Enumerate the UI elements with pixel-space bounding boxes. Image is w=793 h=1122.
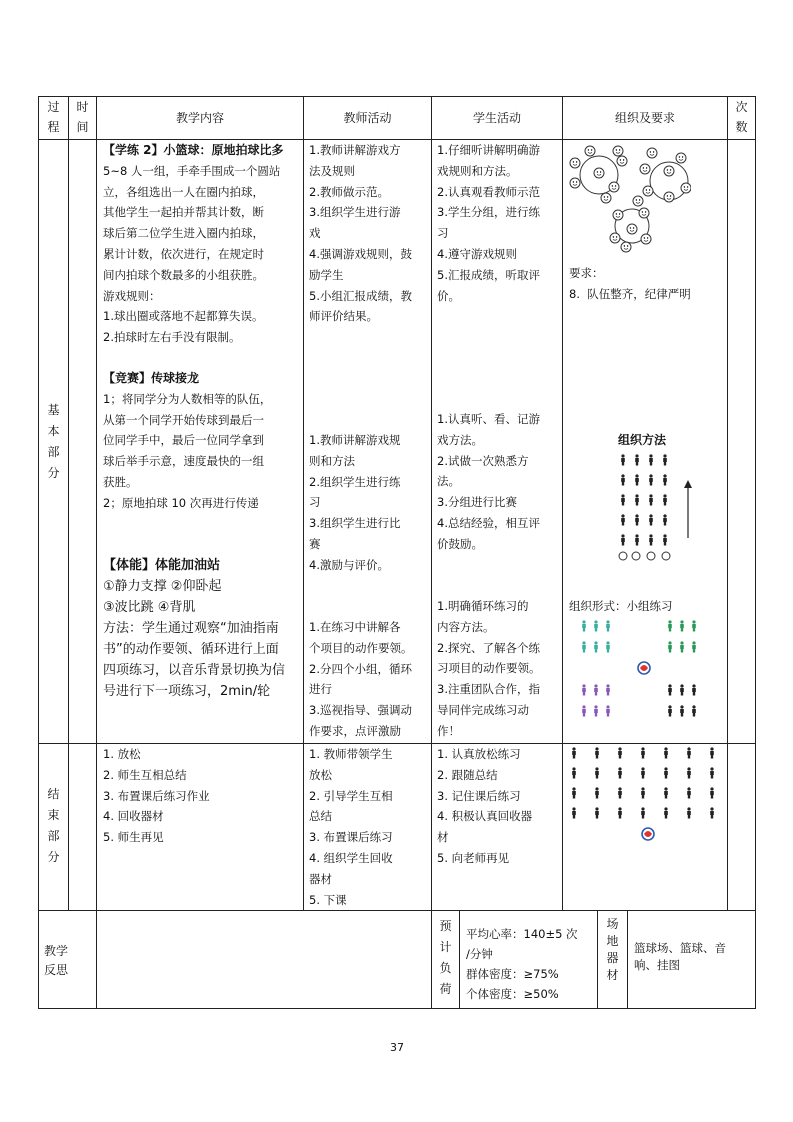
person-icon — [649, 514, 653, 525]
person-icon — [635, 454, 639, 465]
person-icon — [595, 767, 599, 778]
ending-teacher-line: 5. 下课 — [309, 892, 347, 907]
teacher-b-line: 1.教师讲解游戏规 — [309, 433, 401, 447]
student-c-line: 导同伴完成练习动 — [437, 702, 529, 717]
person-icon — [641, 807, 645, 818]
content-game-line: 游戏规则： — [103, 288, 161, 303]
smiley-face-icon — [639, 208, 649, 218]
content-fitness-line: 书”的动作要领、循环进行上面 — [103, 642, 279, 657]
arrow-up-icon — [684, 480, 692, 538]
student-b-line: 戏方法。 — [437, 432, 483, 447]
grid-line — [727, 96, 728, 910]
grid-line — [96, 96, 97, 1009]
person-icon — [687, 787, 691, 798]
teacher-a-line: 3.组织学生进行游 — [309, 205, 401, 220]
smiley-face-icon — [640, 164, 650, 174]
content-competition-block — [103, 368, 271, 514]
person-icon — [692, 620, 696, 631]
grid-line — [68, 96, 69, 910]
student-b-line: 1.认真听、看、记游 — [437, 412, 540, 426]
content-game-line: 5~8 人一组，手牵手围成一个圆站 — [103, 163, 281, 178]
venue-line: 篮球场、篮球、音 — [634, 941, 726, 955]
teacher-c-line: 个项目的动作要领。 — [309, 640, 413, 655]
content-game-line: 累计计数，依次进行，在规定时 — [103, 246, 264, 261]
ending-student-line: 1. 认真放松练习 — [437, 747, 521, 761]
basic-process-text: 基本部分 — [47, 403, 60, 480]
person-icon — [594, 620, 598, 631]
header-content: 教学内容 — [175, 111, 224, 125]
load-line: 平均心率：140±5 次 — [466, 927, 578, 941]
teacher-b-line: 4.激励与评价。 — [309, 557, 389, 572]
ending-teacher-line: 2. 引导学生互相 — [309, 788, 393, 803]
person-icon — [618, 787, 622, 798]
person-icon — [635, 494, 639, 505]
ending-student-line: 5. 向老师再见 — [437, 850, 510, 865]
person-icon — [618, 747, 622, 758]
teacher-a-line: 戏 — [309, 226, 321, 241]
person-icon — [668, 620, 672, 631]
teacher-a-line: 2.教师做示范。 — [309, 184, 389, 199]
content-competition-line: 【竞赛】传球接龙 — [103, 371, 200, 385]
person-icon — [663, 534, 667, 545]
header-times — [728, 97, 755, 137]
header-process — [39, 97, 68, 137]
student-a-line: 2.认真观看教师示范 — [437, 184, 540, 199]
circle-formation-diagram — [566, 143, 691, 258]
teacher-icon — [642, 828, 654, 840]
load-line: /分钟 — [466, 947, 493, 961]
requirement-label: 要求： — [569, 266, 604, 280]
smiley-face-icon — [633, 196, 643, 206]
content-game-line: 【学练 2】小篮球：原地拍球比多 — [103, 143, 284, 157]
person-icon — [649, 454, 653, 465]
person-icon — [606, 705, 610, 716]
content-fitness-line: 【体能】体能加油站 — [103, 558, 221, 573]
person-icon — [641, 787, 645, 798]
person-icon — [606, 620, 610, 631]
teacher-c-line: 3.巡视指导、强调动 — [309, 703, 412, 718]
smiley-face-icon — [570, 178, 580, 188]
content-competition-line: 从第一个同学开始传球到最后一 — [103, 412, 264, 427]
teacher-icon — [638, 662, 650, 674]
load-label — [432, 916, 459, 1000]
person-icon — [664, 747, 668, 758]
person-icon — [578, 618, 718, 718]
student-a-line: 4.遵守游戏规则 — [437, 246, 517, 261]
ending-student-line: 3. 记住课后练习 — [437, 788, 521, 803]
load-line: 个体密度：≥50% — [466, 987, 559, 1001]
teacher-c-line: 1.在练习中讲解各 — [309, 620, 401, 634]
teacher-c-line: 作要求，点评激励 — [309, 723, 401, 738]
student-b-line: 法。 — [437, 474, 460, 489]
person-icon — [680, 684, 684, 695]
ending-student-activity — [437, 744, 532, 869]
person-icon — [572, 747, 576, 758]
teacher-b-line: 3.组织学生进行比 — [309, 516, 401, 531]
venue-label-text: 场地器材 — [606, 917, 619, 982]
venue-equipment — [634, 940, 726, 974]
person-icon — [595, 807, 599, 818]
station-formation-diagram — [578, 618, 718, 718]
person-icon — [663, 474, 667, 485]
ending-process-text: 结束部分 — [47, 787, 60, 864]
person-icon — [664, 767, 668, 778]
smiley-face-icon — [627, 224, 637, 234]
teacher-b-line: 赛 — [309, 536, 321, 551]
grid-line — [562, 96, 563, 910]
smiley-face-icon — [681, 183, 691, 193]
student-a-line: 价。 — [437, 288, 460, 303]
content-competition-line: 球后举手示意，速度最快的一组 — [103, 454, 264, 469]
student-a-line: 习 — [437, 226, 449, 241]
requirement-text: 8. 队伍整齐，纪律严明 — [569, 287, 691, 301]
ending-teacher-line: 3. 布置课后练习 — [309, 830, 393, 845]
content-fitness-block — [103, 555, 285, 702]
person-icon — [621, 454, 625, 465]
person-icon — [668, 705, 672, 716]
person-icon — [663, 494, 667, 505]
person-icon — [664, 787, 668, 798]
ending-teacher-line: 4. 组织学生回收 — [309, 850, 393, 865]
person-icon — [692, 705, 696, 716]
grid-line — [627, 910, 628, 1009]
ending-content-line: 1. 放松 — [103, 747, 141, 761]
content-game-line: 球后第二位学生进入圈内拍球， — [103, 226, 264, 241]
person-icon — [687, 747, 691, 758]
person-icon — [668, 641, 672, 652]
venue-line: 响、挂图 — [634, 958, 680, 972]
person-icon — [635, 514, 639, 525]
smiley-face-icon — [664, 192, 674, 202]
person-icon — [618, 767, 622, 778]
person-icon — [710, 807, 714, 818]
person-icon — [594, 684, 598, 695]
person-icon — [649, 494, 653, 505]
person-icon — [568, 746, 726, 846]
person-icon — [582, 641, 586, 652]
ending-teacher-line: 器材 — [309, 871, 332, 886]
teacher-b-line: 2.组织学生进行练 — [309, 474, 401, 489]
student-c-line: 3.注重团队合作，指 — [437, 682, 540, 697]
smiley-face-icon — [641, 234, 651, 244]
ending-student-line: 4. 积极认真回收器 — [437, 809, 533, 824]
content-fitness-line: ③波比跳 ④背肌 — [103, 600, 196, 615]
ending-content-line: 4. 回收器材 — [103, 809, 164, 824]
student-activity-a — [437, 140, 540, 306]
teacher-a-line: 4.强调游戏规则，鼓 — [309, 246, 412, 261]
grid-line — [303, 96, 304, 910]
person-icon — [582, 705, 586, 716]
grid-line — [38, 96, 39, 1009]
smiley-face-icon — [613, 146, 623, 156]
student-activity-c — [437, 596, 541, 742]
content-game-line: 2.拍球时左右手没有限制。 — [103, 330, 241, 345]
content-game-line: 间内拍球个数最多的小组获胜。 — [103, 267, 264, 282]
smiley-face-icon — [585, 146, 595, 156]
header-time — [69, 97, 96, 137]
ending-process-label — [39, 784, 68, 868]
header-time-text: 时间 — [76, 100, 89, 134]
person-icon — [680, 641, 684, 652]
smiley-face-icon — [566, 143, 691, 258]
smiley-face-icon — [594, 168, 604, 178]
ending-content-line: 2. 师生互相总结 — [103, 767, 187, 782]
person-icon — [594, 641, 598, 652]
grid-line — [431, 96, 432, 1009]
smiley-face-icon — [621, 242, 631, 252]
person-icon — [649, 474, 653, 485]
person-icon — [572, 767, 576, 778]
teacher-a-line: 5.小组汇报成绩，教 — [309, 288, 412, 303]
teacher-activity-b — [309, 430, 400, 576]
ending-formation-diagram — [568, 746, 726, 846]
person-icon — [663, 454, 667, 465]
person-icon — [635, 534, 639, 545]
header-org: 组织及要求 — [614, 111, 675, 125]
person-icon — [621, 494, 625, 505]
person-icon — [621, 534, 625, 545]
ending-teacher-line: 放松 — [309, 767, 332, 782]
person-icon — [687, 807, 691, 818]
smiley-face-icon — [570, 158, 580, 168]
smiley-face-icon — [613, 210, 623, 220]
smiley-face-icon — [609, 182, 619, 192]
content-game-line: 1.球出圈或落地不起都算失误。 — [103, 309, 264, 324]
content-game-line: 其他学生一起拍并帮其计数，断 — [103, 205, 264, 220]
grid-line — [459, 910, 460, 1009]
student-c-line: 1.明确循环练习的 — [437, 599, 529, 613]
person-icon — [663, 514, 667, 525]
ending-content-line: 5. 师生再见 — [103, 830, 164, 845]
student-b-line: 4.总结经验，相互评 — [437, 515, 540, 530]
person-icon — [668, 684, 672, 695]
smiley-face-icon — [676, 153, 686, 163]
ending-content — [103, 744, 210, 848]
ending-teacher-line: 总结 — [309, 809, 332, 824]
grid-line — [38, 1008, 756, 1009]
person-icon — [710, 747, 714, 758]
content-fitness-line: 号进行下一项练习，2min/轮 — [103, 684, 271, 699]
header-student: 学生活动 — [472, 111, 521, 125]
header-teacher: 教师活动 — [343, 111, 392, 125]
content-competition-line: 1；将同学分为人数相等的队伍， — [103, 391, 272, 406]
org-method-title: 组织方法 — [618, 433, 667, 447]
person-icon — [664, 807, 668, 818]
student-c-line: 作！ — [437, 723, 460, 738]
student-a-line: 1.仔细听讲解明确游 — [437, 143, 540, 157]
header-times-text: 次数 — [735, 100, 748, 134]
person-icon — [595, 787, 599, 798]
smiley-face-icon — [664, 166, 674, 176]
content-competition-line: 位同学手中，最后一位同学拿到 — [103, 433, 264, 448]
content-game-line: 立，各组选出一人在圈内拍球， — [103, 184, 264, 199]
person-icon — [582, 620, 586, 631]
content-game-block — [103, 140, 284, 348]
teacher-c-line: 2.分四个小组，循环 — [309, 661, 412, 676]
student-a-line: 3.学生分组，进行练 — [437, 205, 540, 220]
grid-line — [755, 96, 756, 1009]
smiley-face-icon — [617, 156, 627, 166]
content-fitness-line: 方法：学生通过观察“加油指南 — [103, 621, 279, 636]
content-fitness-line: ①静力支撑 ②仰卧起 — [103, 579, 222, 594]
student-a-line: 戏规则和方法。 — [437, 163, 518, 178]
person-icon — [692, 641, 696, 652]
person-icon — [595, 747, 599, 758]
ending-teacher-activity — [309, 744, 393, 910]
ending-teacher-line: 1. 教师带领学生 — [309, 747, 393, 761]
header-process-text: 过程 — [47, 100, 60, 134]
student-b-line: 3.分组进行比赛 — [437, 495, 517, 510]
teacher-a-line: 法及规则 — [309, 163, 355, 178]
content-fitness-line: 四项练习，以音乐背景切换为信 — [103, 663, 286, 678]
person-icon — [594, 705, 598, 716]
person-icon — [649, 534, 653, 545]
person-icon — [606, 684, 610, 695]
org-form-text: 组织形式：小组练习 — [569, 599, 673, 613]
person-icon — [572, 807, 576, 818]
load-values — [466, 924, 578, 1004]
ending-content-line: 3. 布置课后练习作业 — [103, 788, 210, 803]
student-b-line: 2.试做一次熟悉方 — [437, 453, 529, 468]
person-icon — [582, 684, 586, 695]
smiley-face-icon — [643, 186, 653, 196]
student-activity-b — [437, 409, 540, 555]
reflection-label-text: 教学反思 — [44, 944, 69, 977]
grid-line — [38, 96, 756, 97]
person-icon — [621, 474, 625, 485]
load-label-text: 预计负荷 — [439, 919, 452, 996]
student-b-line: 价鼓励。 — [437, 536, 483, 551]
person-icon — [687, 767, 691, 778]
content-competition-line: 2；原地拍球 10 次再进行传递 — [103, 495, 259, 510]
student-a-line: 5.汇报成绩，听取评 — [437, 267, 540, 282]
smiley-face-icon — [601, 193, 611, 203]
teacher-a-line: 师评价结果。 — [309, 309, 378, 324]
person-icon — [641, 767, 645, 778]
reflection-label — [44, 942, 74, 980]
person-icon — [680, 620, 684, 631]
person-icon — [710, 787, 714, 798]
person-icon — [572, 787, 576, 798]
person-icon — [710, 767, 714, 778]
teacher-b-line: 则和方法 — [309, 453, 355, 468]
grid-line — [38, 910, 756, 911]
content-competition-line: 获胜。 — [103, 474, 138, 489]
teacher-activity-c — [309, 617, 413, 742]
person-icon — [618, 807, 622, 818]
smiley-face-icon — [647, 148, 657, 158]
person-icon — [680, 705, 684, 716]
smiley-face-icon — [610, 233, 620, 243]
person-icon — [606, 641, 610, 652]
person-icon — [621, 514, 625, 525]
teacher-a-line: 1.教师讲解游戏方 — [309, 143, 401, 157]
page-number: 37 — [390, 1041, 404, 1054]
teacher-a-line: 励学生 — [309, 267, 344, 282]
student-c-line: 2.探究、了解各个练 — [437, 640, 540, 655]
teacher-activity-a — [309, 140, 412, 327]
person-icon — [692, 684, 696, 695]
teacher-b-line: 习 — [309, 495, 321, 510]
load-line: 群体密度：≥75% — [466, 967, 559, 981]
ending-student-line: 材 — [437, 830, 449, 845]
venue-label — [598, 910, 627, 984]
ending-student-line: 2. 跟随总结 — [437, 767, 498, 782]
student-c-line: 习项目的动作要领。 — [437, 661, 541, 676]
teacher-c-line: 进行 — [309, 682, 332, 697]
person-icon — [618, 452, 708, 562]
person-icon — [635, 474, 639, 485]
student-c-line: 内容方法。 — [437, 619, 495, 634]
relay-formation-diagram — [618, 452, 708, 562]
person-icon — [641, 747, 645, 758]
basic-process-label — [39, 400, 68, 484]
